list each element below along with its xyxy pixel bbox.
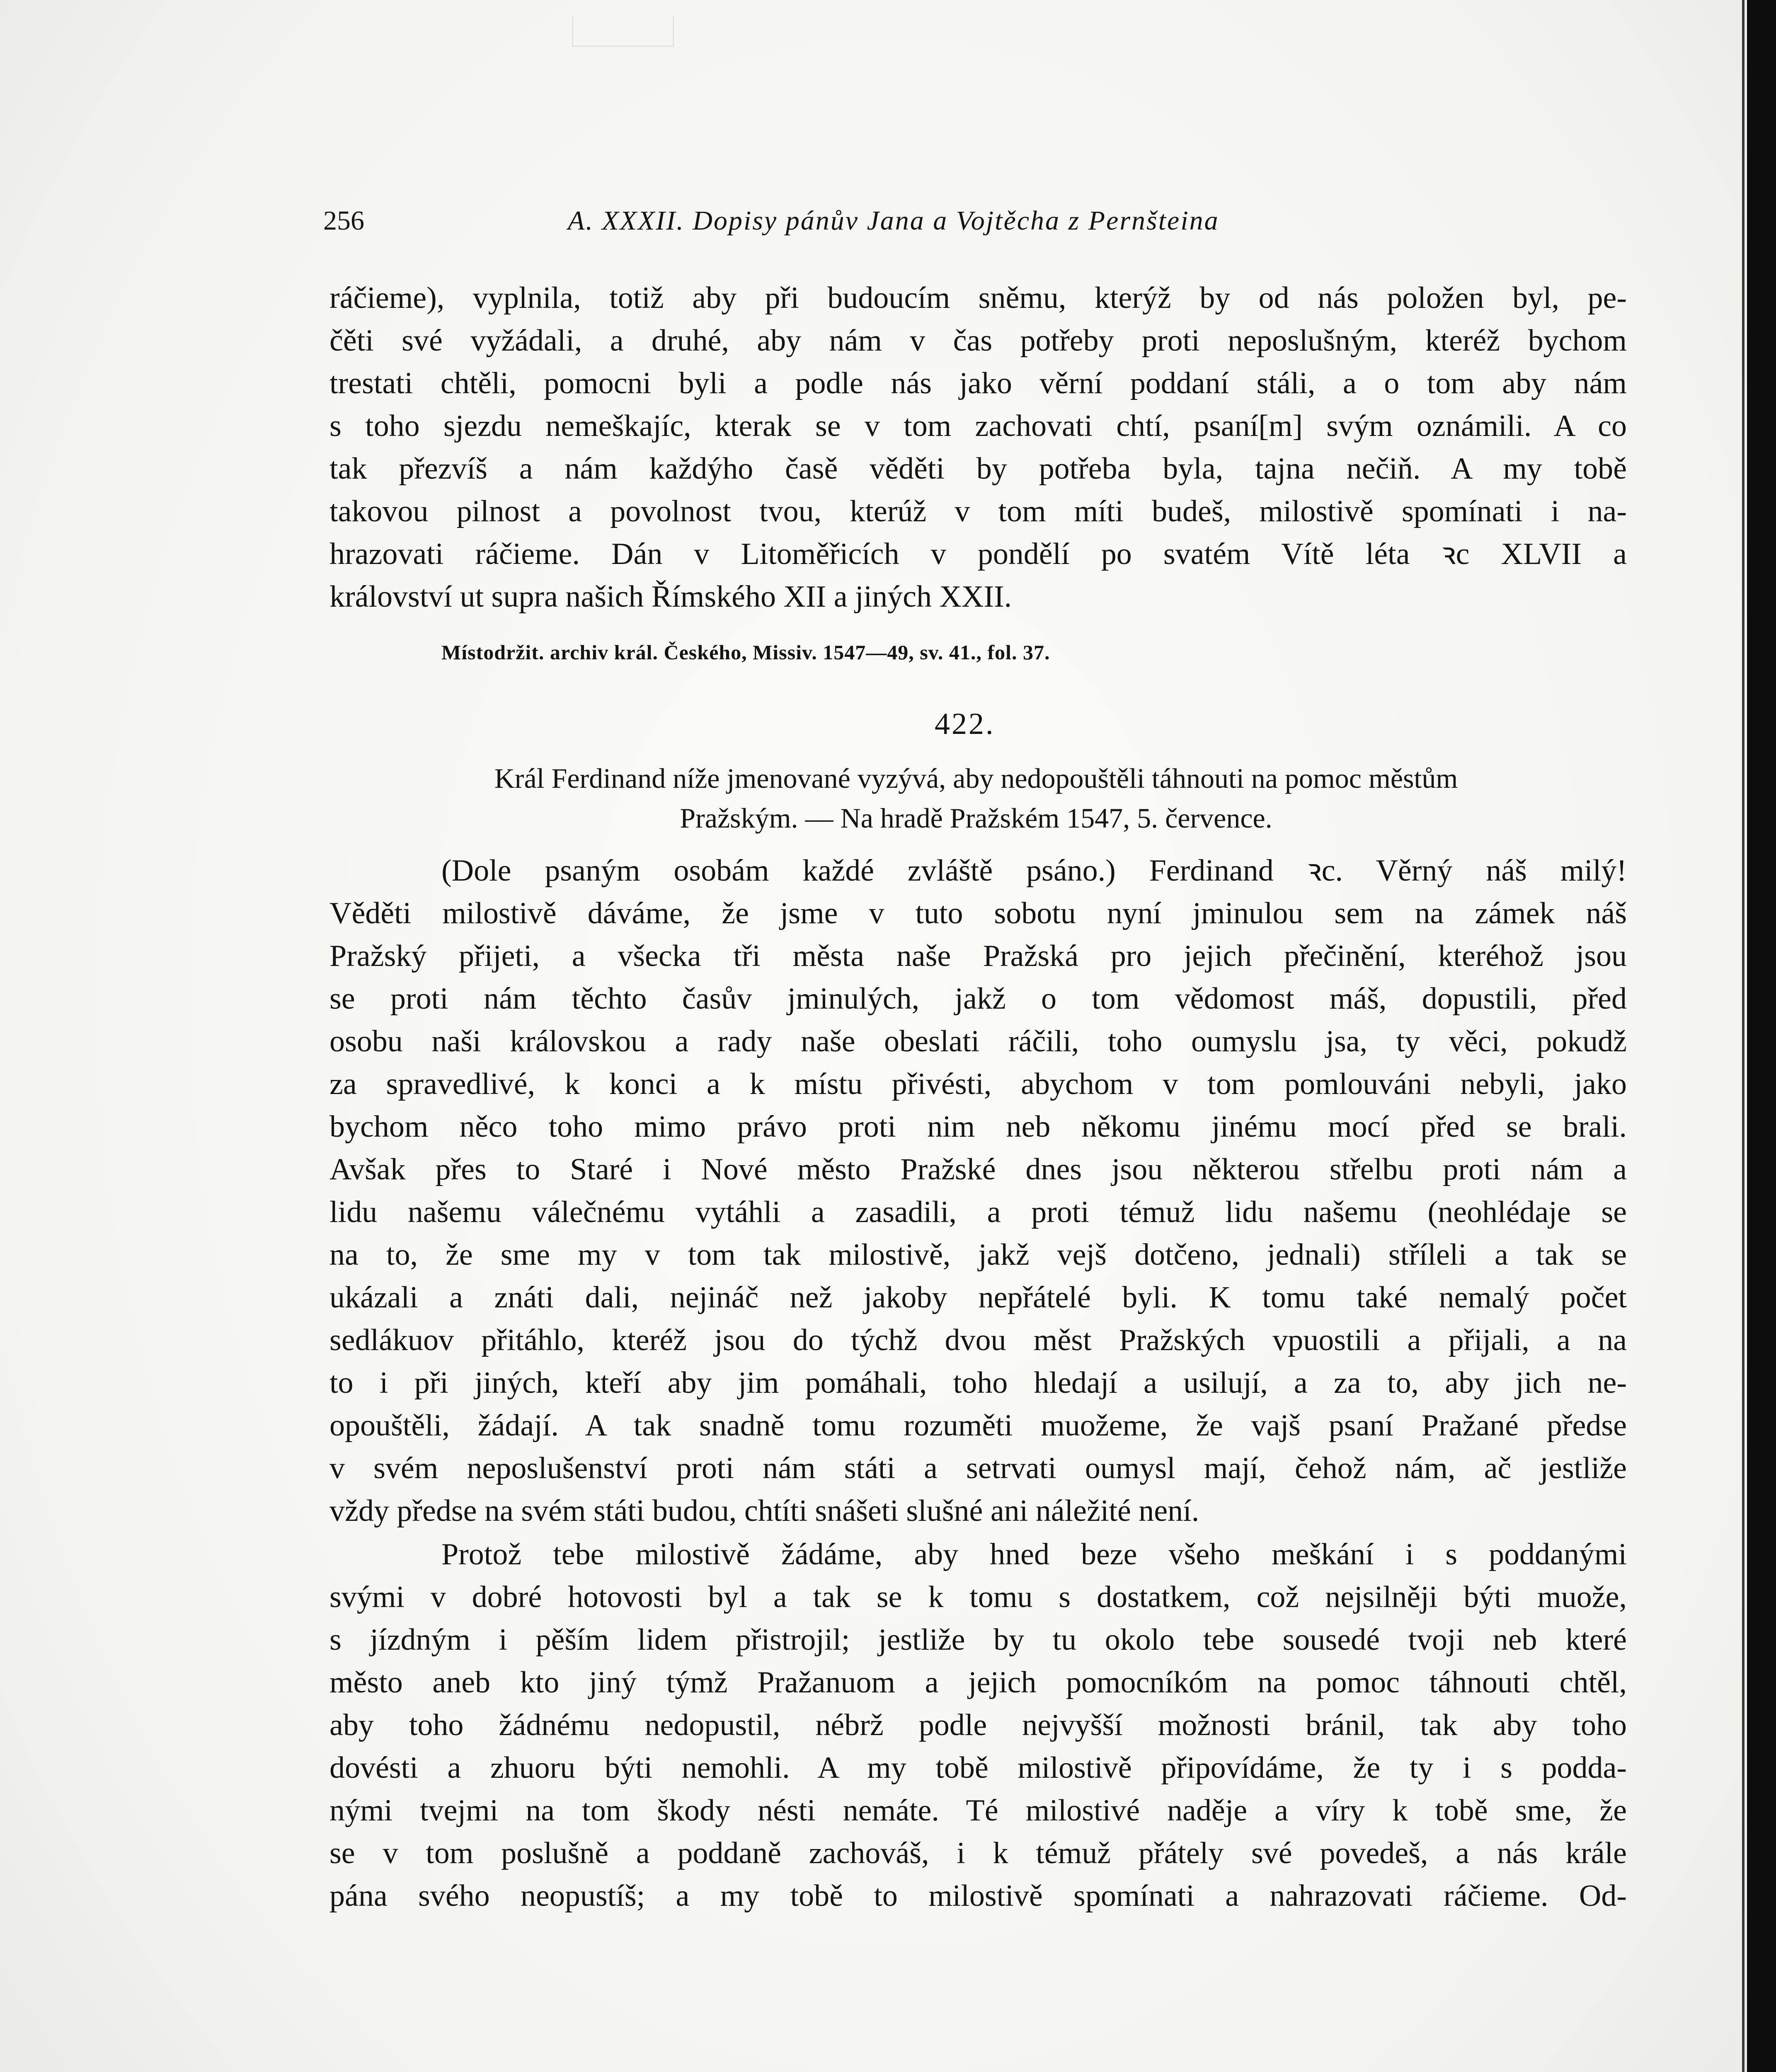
page-edge-line <box>1742 0 1745 2072</box>
scan-artifact <box>572 17 674 47</box>
text-line: osobu naši královskou a rady naše obeslati ráčili, toho oumyslu jsa, ty věci, pokudž <box>330 1024 1627 1058</box>
text-line: lidu našemu válečnému vytáhli a zasadili, a proti témuž lidu našemu (neohlédaje se <box>330 1195 1627 1229</box>
summary-line: Pražským. — Na hradě Pražském 1547, 5. července. <box>680 802 1272 834</box>
text-line: v svém neposlušenství proti nám státi a setrvati oumysl mají, čehož nám, ač jestliže <box>330 1451 1627 1485</box>
page-number: 256 <box>323 206 364 236</box>
text-line: sedlákuov přitáhlo, kteréž jsou do týchž dvou měst Pražských vpuostili a přijali, a na <box>330 1323 1627 1357</box>
text-line: dovésti a zhuoru býti nemohli. A my tobě milostivě připovídáme, že ty i s podda- <box>330 1751 1627 1785</box>
text-line: Avšak přes to Staré i Nové město Pražské dnes jsou některou střelbu proti nám a <box>330 1152 1627 1186</box>
text-line: ukázali a znáti dali, nejináč než jakoby nepřátelé byli. K tomu také nemalý počet <box>330 1280 1627 1314</box>
text-line: s jízdným i pěším lidem přistrojil; jestliže by tu okolo tebe sousedé tvoji neb které <box>330 1623 1627 1657</box>
text-line: Pražský přijeti, a všecka tři města naše Pražská pro jejich přečinění, kteréhož jsou <box>330 939 1627 973</box>
letter-body-continued <box>330 1533 1627 1917</box>
text-line: tak přezvíš a nám každýho časě věděti by potřeba byla, tajna nečiň. A my tobě <box>330 452 1627 486</box>
text-line: svými v dobré hotovosti byl a tak se k tomu s dostatkem, což nejsilněji býti muože, <box>330 1580 1627 1614</box>
text-line: Věděti milostivě dáváme, že jsme v tuto sobotu nyní jminulou sem na zámek náš <box>330 896 1627 930</box>
text-line: ráčieme), vyplnila, totiž aby při budoucím sněmu, kterýž by od nás položen byl, pe- <box>330 281 1627 315</box>
text-line: hrazovati ráčieme. Dán v Litoměřicích v pondělí po svatém Vítě léta ꝛc XLVII a <box>330 537 1627 571</box>
text-line: Protož tebe milostivě žádáme, aby hned beze všeho meškání i s poddanými <box>441 1537 1627 1571</box>
document-number: 422. <box>935 707 995 741</box>
text-line: to i při jiných, kteří aby jim pomáhali, toho hledají a usilují, a za to, aby jich ne- <box>330 1366 1627 1400</box>
running-title: A. XXXII. Dopisy pánův Jana a Vojtěcha z Pernšteina <box>568 206 1219 236</box>
text-line: trestati chtěli, pomocni byli a podle nás jako věrní poddaní stáli, a o tom aby nám <box>330 366 1627 400</box>
text-line: království ut supra našich Římského XII a jiných XXII. <box>330 580 1012 614</box>
text-line: s toho sjezdu nemeškajíc, kterak se v tom zachovati chtí, psaní[m] svým oznámili. A co <box>330 409 1627 443</box>
text-line: za spravedlivé, k konci a k místu přivésti, abychom v tom pomlouváni nebyli, jako <box>330 1067 1627 1101</box>
text-line: bychom něco toho mimo právo proti nim neb někomu jinému mocí před se brali. <box>330 1110 1627 1144</box>
document-summary <box>383 758 1569 838</box>
text-line: na to, že sme my v tom tak milostivě, jakž vejš dotčeno, jednali) stříleli a tak se <box>330 1238 1627 1272</box>
text-line: nými tvejmi na tom škody nésti nemáte. Té milostivé naděje a víry k tobě sme, že <box>330 1794 1627 1828</box>
text-line: aby toho žádnému nedopustil, nébrž podle nejvyšší možnosti bránil, tak aby toho <box>330 1708 1627 1742</box>
summary-line: Král Ferdinand níže jmenované vyzývá, aby nedopouštěli táhnouti na pomoc městům <box>494 762 1458 794</box>
text-line: pána svého neopustíš; a my tobě to milostivě spomínati a nahrazovati ráčieme. Od- <box>330 1879 1627 1913</box>
text-line: vždy předse na svém státi budou, chtíti snášeti slušné ani náležité není. <box>330 1494 1199 1528</box>
paragraph-continued <box>330 277 1627 618</box>
text-line: opouštěli, žádají. A tak snadně tomu rozuměti muožeme, že vajš psaní Pražané předse <box>330 1409 1627 1443</box>
scan-dark-border <box>1747 0 1776 2072</box>
text-line: město aneb kto jiný týmž Pražanuom a jejich pomocníkóm na pomoc táhnouti chtěl, <box>330 1665 1627 1699</box>
text-line: takovou pilnost a povolnost tvou, kterúž v tom míti budeš, milostivě spomínati i na- <box>330 494 1627 528</box>
text-line: čěti své vyžádali, a druhé, aby nám v čas potřeby proti neposlušným, kteréž bychom <box>330 324 1627 358</box>
text-line: (Dole psaným osobám každé zvláště psáno.) Ferdinand ꝛc. Věrný náš milý! <box>441 854 1627 888</box>
running-header <box>323 205 1376 242</box>
archival-source-note: Místodržit. archiv král. Českého, Missiv. 1547—49, sv. 41., fol. 37. <box>441 641 1050 664</box>
text-line: se v tom poslušně a poddaně zachováš, i k témuž přátely své povedeš, a nás krále <box>330 1836 1627 1870</box>
letter-body <box>330 850 1627 1532</box>
text-line: se proti nám těchto časův jminulých, jakž o tom vědomost máš, dopustili, před <box>330 982 1627 1016</box>
